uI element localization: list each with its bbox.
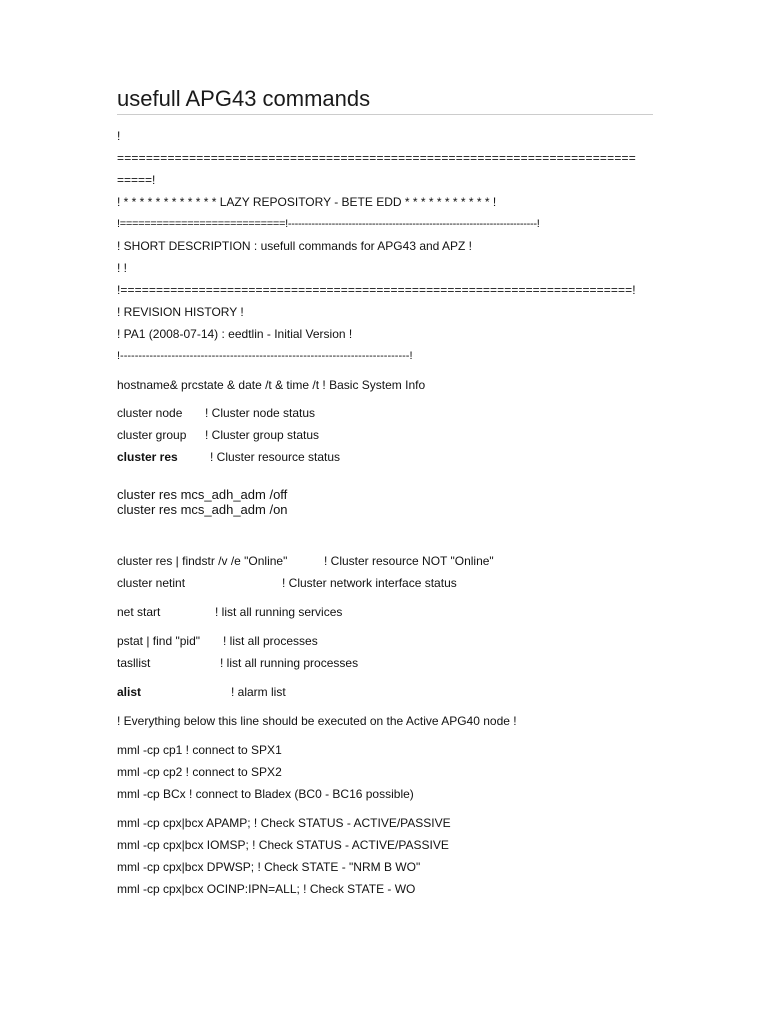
text-line: ! * * * * * * * * * * * * LAZY REPOSITORY - BETE EDD * * * * * * * * * * * ! [117,195,497,209]
command-text: cluster res [117,450,178,464]
text-line: =====! [117,173,156,187]
command-comment: ! list all running services [215,605,343,619]
command-text: cluster group [117,428,187,442]
text-line: hostname& prcstate & date /t & time /t ! Basic System Info [117,378,426,392]
command-row [117,554,637,568]
command-row [117,634,637,648]
text-line: !===========================!--------------------------------------------------------------------------! [117,218,540,230]
text-line: ======================================================================== [117,151,636,165]
command-comment: ! Cluster network interface status [282,576,457,590]
command-row [117,656,637,670]
command-row [117,605,637,619]
command-text: cluster node [117,406,183,420]
text-line: ! ! [117,261,128,275]
command-row [117,450,637,464]
text-line: !-------------------------------------------------------------------------------! [117,350,413,362]
command-text: cluster netint [117,576,186,590]
text-line: mml -cp cpx|bcx DPWSP; ! Check STATE - "NRM B WO" [117,860,421,874]
command-text: alist [117,685,142,699]
command-comment: ! Cluster node status [205,406,316,420]
text-line: !========================================================================! [117,283,636,297]
command-comment: ! list all processes [223,634,318,648]
command-comment: ! list all running processes [220,656,359,670]
command-comment: ! Cluster group status [205,428,320,442]
command-row [117,428,637,442]
text-line: ! PA1 (2008-07-14) : eedtlin - Initial Version ! [117,327,353,341]
text-line: cluster res mcs_adh_adm /on [117,502,288,517]
command-text: net start [117,605,161,619]
text-line: ! REVISION HISTORY ! [117,305,244,319]
command-text: pstat | find "pid" [117,634,201,648]
text-line: mml -cp cp2 ! connect to SPX2 [117,765,282,779]
command-comment: ! alarm list [231,685,286,699]
text-line: mml -cp cpx|bcx OCINP:IPN=ALL; ! Check STATE - WO [117,882,416,896]
command-text: tasllist [117,656,151,670]
title-divider [117,114,653,115]
command-row [117,685,637,699]
command-row [117,406,637,420]
command-row [117,576,637,590]
command-comment: ! Cluster resource NOT "Online" [324,554,494,568]
command-comment: ! Cluster resource status [210,450,341,464]
command-text: cluster res | findstr /v /e "Online" [117,554,288,568]
text-line: ! Everything below this line should be executed on the Active APG40 node ! [117,714,517,728]
text-line: cluster res mcs_adh_adm /off [117,487,288,502]
text-line: ! SHORT DESCRIPTION : usefull commands for APG43 and APZ ! [117,239,473,253]
text-line: ! [117,129,121,143]
document-title: usefull APG43 commands [117,86,371,111]
text-line: mml -cp cp1 ! connect to SPX1 [117,743,282,757]
text-line: mml -cp cpx|bcx IOMSP; ! Check STATUS - ACTIVE/PASSIVE [117,838,449,852]
text-line: mml -cp BCx ! connect to Bladex (BC0 - BC16 possible) [117,787,414,801]
text-line: mml -cp cpx|bcx APAMP; ! Check STATUS - ACTIVE/PASSIVE [117,816,451,830]
